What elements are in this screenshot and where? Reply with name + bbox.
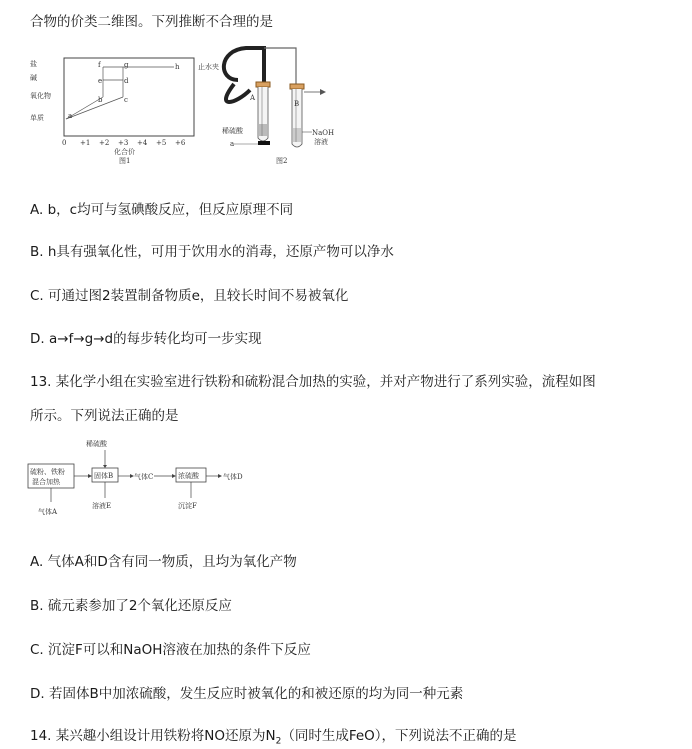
fig1-xtick: +5	[156, 139, 167, 147]
flow-gas-a: 气体A	[38, 508, 58, 516]
fig1-xtick: +6	[175, 139, 186, 147]
flow-dilute-acid: 稀硫酸	[86, 440, 107, 448]
fig1-xtick: +4	[137, 139, 148, 147]
fig1-xtick: +3	[118, 139, 129, 147]
fig1-xtick: 0	[62, 139, 67, 147]
fig1-x-title: 化合价	[114, 148, 135, 156]
fig1-point-b: b	[98, 96, 103, 104]
tube-b-label: B	[294, 100, 300, 108]
tube-a-label: A	[250, 94, 256, 102]
flow-precip-f: 沉淀F	[178, 502, 197, 510]
naoh-label-2: 溶液	[314, 138, 328, 146]
fig1-xtick: +2	[99, 139, 110, 147]
q13-option-d: D. 若固体B中加浓硫酸，发生反应时被氧化的和被还原的均为同一种元素	[30, 686, 464, 702]
a-label: a	[230, 140, 235, 148]
stopper-a	[256, 82, 270, 87]
q13-stem-line-1: 13. 某化学小组在实验室进行铁粉和硫粉混合加热的实验，并对产物进行了系列实验，流程如图	[30, 374, 596, 390]
q13-option-b: B. 硫元素参加了2个氧化还原反应	[30, 598, 232, 614]
fig1-point-f: f	[98, 61, 101, 69]
q12-option-b: B. h具有强氧化性，可用于饮用水的消毒，还原产物可以净水	[30, 244, 394, 260]
fig1-point-h: h	[175, 63, 180, 71]
q13-stem-line-2: 所示。下列说法正确的是	[30, 408, 179, 424]
q12-option-a: A. b，c均可与氢碘酸反应，但反应原理不同	[30, 202, 294, 218]
naoh-label: NaOH	[312, 129, 335, 137]
q13-flowchart	[26, 436, 266, 518]
fig1-caption: 图1	[119, 157, 131, 164]
naoh-liquid	[293, 128, 301, 142]
figure-1-valence-diagram	[28, 52, 198, 164]
fig1-ylabel-element: 单质	[30, 114, 44, 122]
stopper-b	[290, 84, 304, 89]
figure-2-apparatus	[196, 40, 346, 168]
flow-solid-b: 固体B	[94, 472, 114, 480]
fig1-point-c: c	[124, 96, 128, 104]
q14-stem-subscript: 2	[275, 736, 282, 747]
q14-stem	[30, 724, 517, 747]
fig1-point-d: d	[124, 77, 129, 85]
acid-liquid	[259, 124, 267, 136]
flow-solution-e: 溶液E	[92, 502, 112, 510]
fig1-links	[66, 67, 174, 119]
rubber-tube	[224, 48, 264, 82]
q13-option-a: A. 气体A和D含有同一物质，且均为氧化产物	[30, 554, 297, 570]
q12-option-c: C. 可通过图2装置制备物质e，且较长时间不易被氧化	[30, 288, 349, 304]
q14-stem-post: （同时生成FeO），下列说法不正确的是	[281, 728, 517, 744]
fig1-xtick: +1	[80, 139, 91, 147]
fig1-ylabel-oxide: 氧化物	[30, 92, 51, 100]
rubber-tube-lower	[226, 84, 250, 102]
flow-conc-acid: 浓硫酸	[178, 472, 199, 480]
fig1-ylabel-base: 碱	[30, 74, 37, 82]
q12-option-d: D. a→f→g→d的每步转化均可一步实现	[30, 331, 262, 347]
fig2-clamp-label: 止水夹	[198, 63, 219, 71]
intro-text: 合物的价类二维图。下列推断不合理的是	[30, 14, 273, 30]
acid-label: 稀硫酸	[222, 127, 243, 135]
glass-tube	[264, 48, 296, 84]
fig1-ylabel-salt: 盐	[30, 60, 37, 68]
flow-box-mix-line2: 混合加热	[32, 478, 60, 486]
flow-gas-c: 气体C	[134, 473, 154, 481]
fig1-point-e: e	[98, 77, 103, 85]
fig1-point-g: g	[124, 61, 129, 69]
iron-piece	[258, 141, 270, 145]
q14-stem-pre: 14. 某兴趣小组设计用铁粉将NO还原为N	[30, 728, 276, 744]
fig2-caption: 图2	[276, 157, 288, 165]
fig1-point-a: a	[68, 112, 73, 120]
flow-gas-d: 气体D	[223, 473, 243, 481]
q13-option-c: C. 沉淀F可以和NaOH溶液在加热的条件下反应	[30, 642, 311, 658]
flow-box-mix-line1: 硫粉、铁粉	[30, 468, 65, 476]
